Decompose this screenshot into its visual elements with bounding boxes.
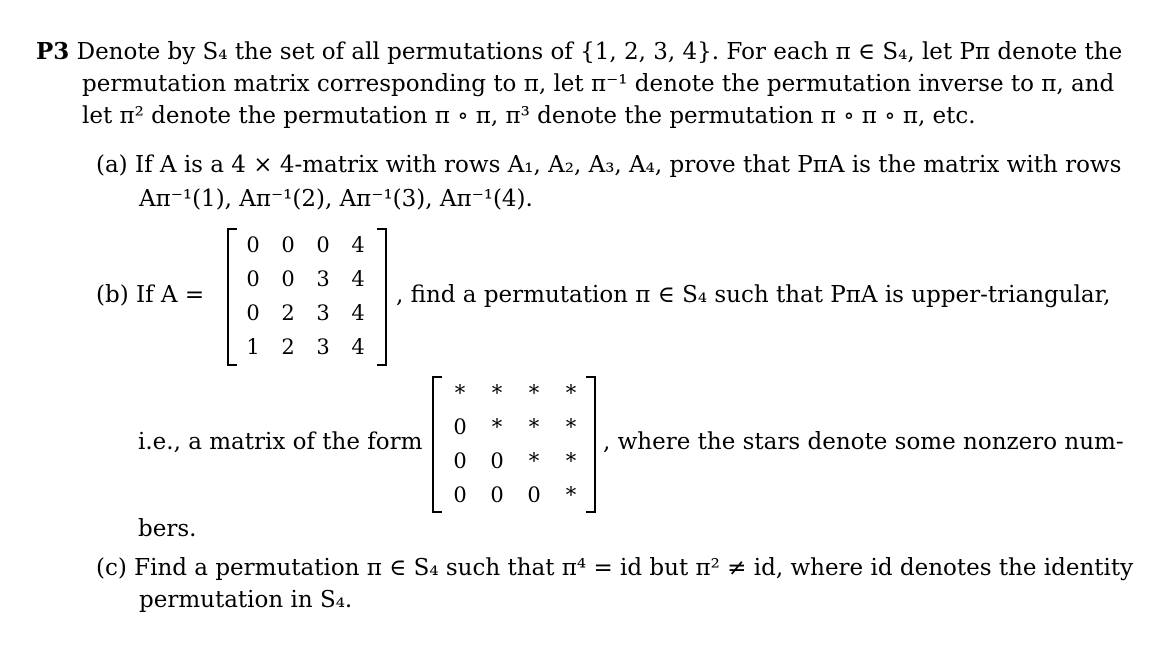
- matrix-a-cell-r4-c4: 4: [351, 335, 365, 359]
- problem-intro-line-3: let π² denote the permutation π ∘ π, π³ denote the permutation π ∘ π ∘ π, etc.: [82, 103, 976, 129]
- matrix-a-cell-r2-c3: 3: [316, 267, 330, 291]
- matrix-a-cell-r2-c4: 4: [351, 267, 365, 291]
- part-b-suffix: , find a permutation π ∈ S₄ such that PπA is upper-triangular,: [396, 282, 1111, 308]
- matrix-form-cell-r2-c2: *: [491, 415, 503, 439]
- part-b-marker: (b): [96, 282, 129, 308]
- matrix-a-cell-r4-c1: 1: [246, 335, 260, 359]
- matrix-a-cell-r1-c4: 4: [351, 233, 365, 257]
- part-b-prefix: If A =: [135, 282, 205, 308]
- part-a-line-1: [96, 150, 1121, 180]
- matrix-a-cell-r3-c2: 2: [281, 301, 295, 325]
- part-a-text-1: If A is a 4 × 4-matrix with rows A₁, A₂, A₃, A₄, prove that PπA is the matrix with rows: [134, 152, 1122, 178]
- matrix-a-cell-r3-c3: 3: [316, 301, 330, 325]
- matrix-a-cell-r4-c3: 3: [316, 335, 330, 359]
- matrix-form-cell-r1-c4: *: [565, 381, 577, 405]
- problem-intro-text-1: Denote by S₄ the set of all permutations of {1, 2, 3, 4}. For each π ∈ S₄, let Pπ denote the: [76, 39, 1123, 65]
- form-prefix: i.e., a matrix of the form: [138, 429, 423, 455]
- part-a-marker: (a): [96, 152, 128, 178]
- matrix-form-left-bracket: [432, 376, 442, 513]
- matrix-a-right-bracket: [377, 228, 387, 366]
- matrix-form-cell-r2-c1: 0: [453, 415, 467, 439]
- matrix-form-cell-r3-c4: *: [565, 449, 577, 473]
- part-a-line-2: Aπ⁻¹(1), Aπ⁻¹(2), Aπ⁻¹(3), Aπ⁻¹(4).: [139, 186, 533, 212]
- matrix-form-cell-r4-c3: 0: [527, 483, 541, 507]
- matrix-a: [227, 228, 387, 366]
- matrix-form-cell-r1-c1: *: [454, 381, 466, 405]
- matrix-a-cell-r1-c3: 0: [316, 233, 330, 257]
- matrix-a-cell-r3-c1: 0: [246, 301, 260, 325]
- matrix-a-cell-r1-c1: 0: [246, 233, 260, 257]
- part-c-marker: (c): [96, 555, 127, 581]
- matrix-form-cell-r4-c1: 0: [453, 483, 467, 507]
- matrix-a-cell-r2-c1: 0: [246, 267, 260, 291]
- matrix-form-cell-r3-c3: *: [528, 449, 540, 473]
- matrix-form-cell-r4-c2: 0: [490, 483, 504, 507]
- matrix-form: [432, 376, 596, 513]
- matrix-form-cell-r1-c3: *: [528, 381, 540, 405]
- matrix-form-cell-r2-c4: *: [565, 415, 577, 439]
- part-b-prefix-line: [96, 280, 204, 310]
- matrix-form-cell-r3-c1: 0: [453, 449, 467, 473]
- part-c-text-1: Find a permutation π ∈ S₄ such that π⁴ = id but π² ≠ id, where id denotes the identity: [134, 555, 1134, 581]
- matrix-form-cell-r4-c4: *: [565, 483, 577, 507]
- matrix-a-cell-r1-c2: 0: [281, 233, 295, 257]
- part-c-line-2: permutation in S₄.: [139, 587, 353, 613]
- matrix-a-cell-r2-c2: 0: [281, 267, 295, 291]
- part-c-line-1: [96, 553, 1133, 583]
- part-b-continuation: bers.: [138, 516, 197, 542]
- problem-label: P3: [36, 38, 70, 65]
- matrix-form-cell-r2-c3: *: [528, 415, 540, 439]
- matrix-a-cell-r4-c2: 2: [281, 335, 295, 359]
- matrix-form-cell-r1-c2: *: [491, 381, 503, 405]
- matrix-a-cell-r3-c4: 4: [351, 301, 365, 325]
- problem-intro-line-2: permutation matrix corresponding to π, let π⁻¹ denote the permutation inverse to π, and: [82, 71, 1115, 97]
- problem-intro-line-1: [36, 37, 1122, 67]
- matrix-form-cell-r3-c2: 0: [490, 449, 504, 473]
- form-suffix: , where the stars denote some nonzero num-: [603, 429, 1124, 455]
